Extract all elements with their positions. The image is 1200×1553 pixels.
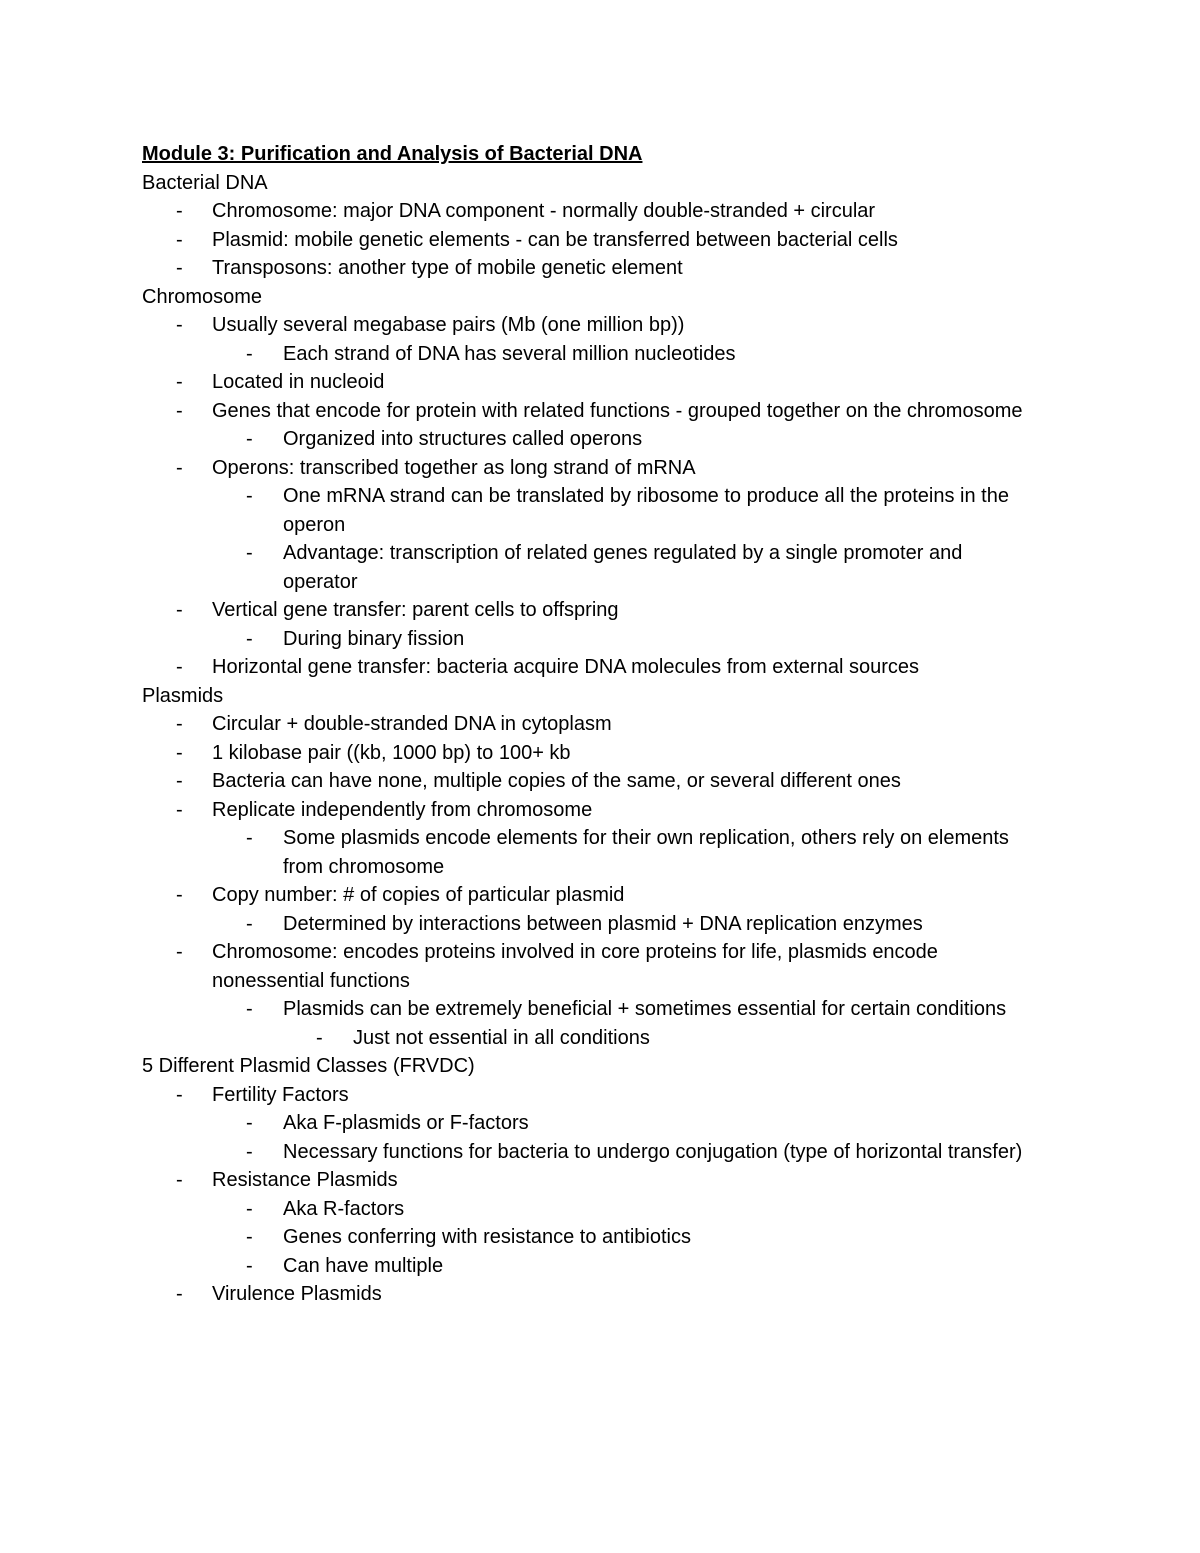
bullet-dash: - [316,1026,323,1049]
list-item [142,739,1042,768]
list-item [142,995,1042,1024]
bullet-dash: - [176,1083,183,1106]
list-item-text: Plasmid: mobile genetic elements - can be transferred between bacterial cells [212,228,898,251]
bullet-dash: - [246,1197,253,1220]
bullet-dash: - [246,1254,253,1277]
list-item-text: Vertical gene transfer: parent cells to offspring [212,599,619,621]
list-item-text: Operons: transcribed together as long strand of mRNA [212,456,696,479]
notes-content [142,140,1042,1309]
bullet-dash: - [176,257,183,279]
bullet-dash: - [176,314,183,336]
bullet-dash: - [246,912,253,935]
list-item-text: One mRNA strand can be translated by ribosome to produce all the proteins in the operon [283,485,1009,536]
notes-sections [142,169,1042,1309]
bullet-dash: - [176,770,183,792]
bullet-dash: - [176,713,183,735]
section-heading: Plasmids [142,684,224,707]
list-item [142,596,1042,625]
list-item [142,1024,1042,1053]
list-item [142,539,1042,596]
list-item-text: Copy number: # of copies of particular plasmid [212,884,625,906]
list-item-text: Chromosome: major DNA component - normally double-stranded + circular [212,200,876,222]
list-item [142,197,1042,226]
list-item [142,938,1042,995]
list-item [142,1081,1042,1110]
bullet-dash: - [176,456,183,479]
list-item [142,397,1042,426]
list-item [142,1252,1042,1281]
list-item-text: Fertility Factors [212,1083,349,1106]
list-item-text: Some plasmids encode elements for their own replication, others rely on elements from chromosome [283,827,1009,878]
list-item-text: During binary fission [283,627,465,650]
bullet-dash: - [176,941,183,963]
list-item-text: Transposons: another type of mobile genetic element [212,257,683,279]
bullet-dash: - [246,1226,253,1248]
bullet-dash: - [246,342,253,365]
section-heading: Bacterial DNA [142,171,268,194]
bullet-dash: - [176,228,183,251]
list-item-text: Necessary functions for bacteria to undergo conjugation (type of horizontal transfer) [283,1140,1023,1163]
list-item [142,710,1042,739]
list-item [142,1280,1042,1309]
bullet-dash: - [176,1169,183,1191]
list-item [142,796,1042,825]
list-item-text: Can have multiple [283,1254,444,1277]
list-item-text: Located in nucleoid [212,371,385,393]
list-item-text: Resistance Plasmids [212,1169,398,1191]
list-item [142,1223,1042,1252]
list-item [142,454,1042,483]
list-item [142,226,1042,255]
bullet-dash: - [246,542,253,564]
document-title: Module 3: Purification and Analysis of Bacterial DNA [142,143,643,165]
list-item [142,254,1042,283]
section-heading: Chromosome [142,285,263,308]
list-item-text: Usually several megabase pairs (Mb (one million bp)) [212,314,685,336]
section-heading: 5 Different Plasmid Classes (FRVDC) [142,1055,475,1077]
list-item-text: Aka R-factors [283,1197,405,1220]
list-item-text: Genes that encode for protein with related functions - grouped together on the chromosome [212,399,1023,422]
bullet-dash: - [246,1140,253,1163]
bullet-dash: - [246,428,253,450]
list-item-text: Plasmids can be extremely beneficial + sometimes essential for certain conditions [283,998,1007,1020]
list-item-text: Advantage: transcription of related genes regulated by a single promoter and operator [283,542,963,593]
list-item [142,653,1042,682]
bullet-dash: - [176,200,183,222]
list-item [142,311,1042,340]
bullet-dash: - [176,798,183,821]
bullet-dash: - [246,627,253,650]
list-item [142,1195,1042,1224]
list-item [142,1166,1042,1195]
list-item [142,1138,1042,1167]
bullet-dash: - [176,656,183,678]
list-item-text: Each strand of DNA has several million nucleotides [283,342,736,365]
list-item [142,482,1042,539]
list-item [142,340,1042,369]
list-item [142,824,1042,881]
list-item [142,625,1042,654]
bullet-dash: - [176,599,183,621]
list-item-text: Virulence Plasmids [212,1283,382,1305]
list-item-text: Chromosome: encodes proteins involved in core proteins for life, plasmids encode nonessential functions [212,941,938,992]
list-item-text: Replicate independently from chromosome [212,798,593,821]
list-item [142,1109,1042,1138]
list-item-text: Genes conferring with resistance to antibiotics [283,1226,691,1248]
list-item-text: Just not essential in all conditions [353,1026,650,1049]
list-item-text: Aka F-plasmids or F-factors [283,1112,529,1134]
bullet-dash: - [246,998,253,1020]
bullet-dash: - [246,485,253,507]
list-item-text: 1 kilobase pair ((kb, 1000 bp) to 100+ kb [212,741,571,764]
bullet-dash: - [246,1112,253,1134]
bullet-dash: - [176,399,183,422]
list-item-text: Bacteria can have none, multiple copies of the same, or several different ones [212,770,901,792]
list-item-text: Circular + double-stranded DNA in cytoplasm [212,713,612,735]
bullet-dash: - [176,741,183,764]
list-item-text: Horizontal gene transfer: bacteria acquire DNA molecules from external sources [212,656,919,678]
list-item [142,910,1042,939]
bullet-dash: - [176,1283,183,1305]
list-item [142,767,1042,796]
list-item-text: Determined by interactions between plasmid + DNA replication enzymes [283,912,923,935]
list-item-text: Organized into structures called operons [283,428,643,450]
list-item [142,425,1042,454]
bullet-dash: - [176,371,183,393]
bullet-dash: - [246,827,253,849]
list-item [142,368,1042,397]
bullet-dash: - [176,884,183,906]
list-item [142,881,1042,910]
